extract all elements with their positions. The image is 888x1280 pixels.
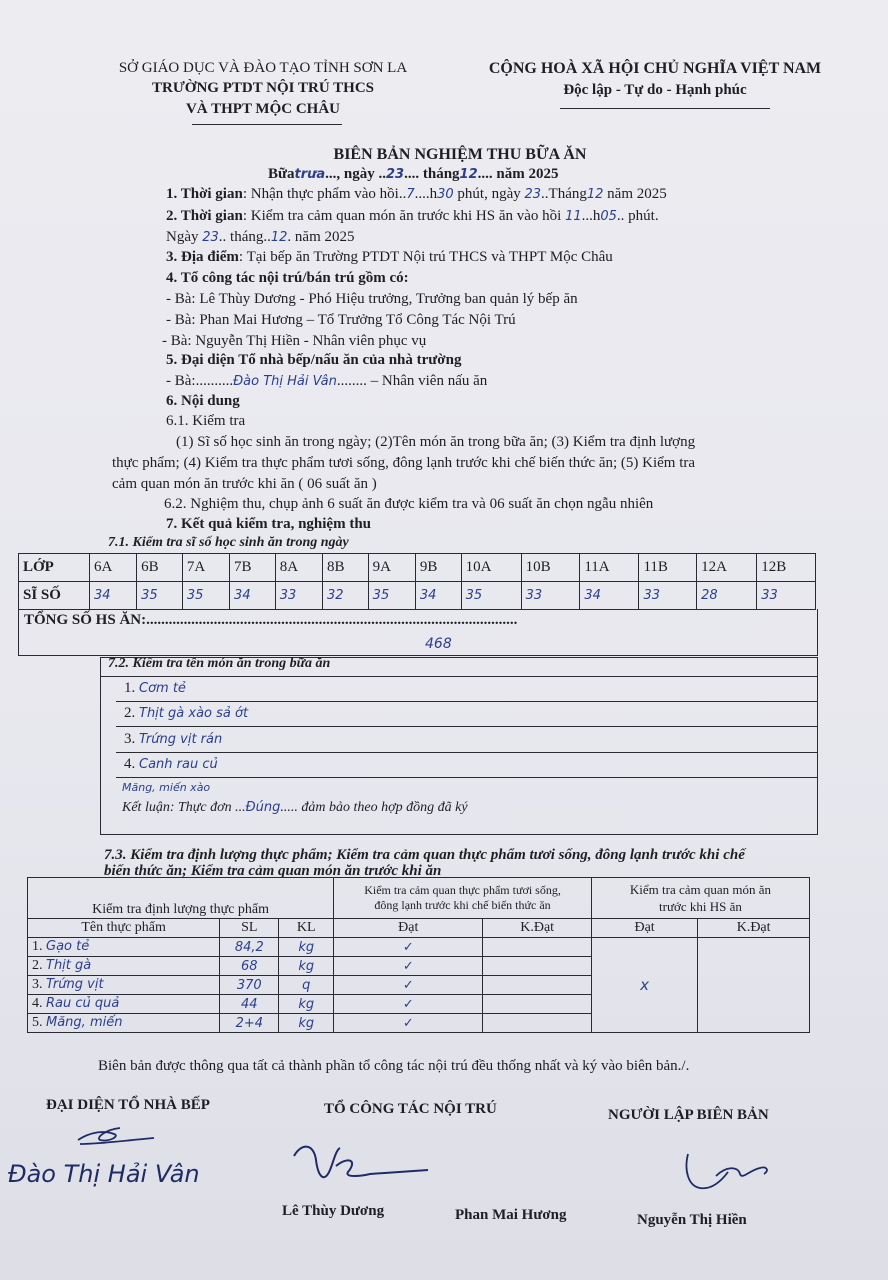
col-fail2: K.Đạt — [698, 919, 810, 938]
team-title: TỔ CÔNG TÁC NỘI TRÚ — [324, 1101, 497, 1117]
count-cell: 33 — [757, 582, 816, 610]
meal-date-line: Bữatrưa..., ngày ..23.... tháng12.... năm 2025 — [268, 166, 559, 182]
dish-line — [116, 726, 817, 727]
class-cell: 9A — [368, 554, 415, 582]
header-school-line1: TRƯỜNG PTDT NỘI TRÚ THCS — [152, 80, 374, 96]
dish-1: 1. Cơm tẻ — [124, 680, 186, 696]
header-right-underline — [560, 108, 770, 109]
col-sl: SL — [220, 919, 279, 938]
count-cell: 35 — [461, 582, 521, 610]
dishes-divider — [100, 676, 817, 677]
header-motto: Độc lập - Tự do - Hạnh phúc — [563, 82, 747, 98]
section-1: 1. Thời gian: Nhận thực phẩm vào hồi..7....h30 phút, ngày 23..Tháng12 năm 2025 — [166, 186, 667, 202]
class-cell: 11B — [639, 554, 697, 582]
writer-signature — [676, 1148, 776, 1196]
total-label: TỔNG SỐ HS ĂN:................................................................................................... — [24, 612, 518, 628]
total-value: 468 — [425, 636, 452, 652]
section-7-3-line1: 7.3. Kiểm tra định lượng thực phẩm; Kiểm tra cảm quan thực phẩm tươi sống, đông lạnh trước khi chế — [104, 847, 745, 863]
kitchen-signature — [70, 1118, 160, 1148]
food-fail — [483, 938, 591, 957]
food-name: 3. Trứng vịt — [28, 976, 220, 995]
section-6-2: 6.2. Nghiệm thu, chụp ảnh 6 suất ăn được kiểm tra và 06 suất ăn chọn ngẫu nhiên — [164, 496, 654, 512]
count-cell: 35 — [137, 582, 183, 610]
food-name: 2. Thịt gà — [28, 957, 220, 976]
col-fail: K.Đạt — [483, 919, 591, 938]
dish-4: 4. Canh rau củ — [124, 756, 218, 772]
section-7-3-line2: biến thức ăn; Kiểm tra cảm quan món ăn trước khi ăn — [104, 863, 442, 879]
count-cell: 34 — [580, 582, 639, 610]
class-cell: 6A — [90, 554, 137, 582]
class-cell: 6B — [137, 554, 183, 582]
count-cell: 33 — [639, 582, 697, 610]
count-cell: 35 — [368, 582, 415, 610]
meal-label: Bữa — [268, 166, 295, 182]
col-kl: KL — [279, 919, 334, 938]
conclusion-value: Đúng — [245, 800, 281, 815]
class-row-label: LỚP — [19, 554, 90, 582]
food-kl: q — [279, 976, 334, 995]
member-1: - Bà: Lê Thùy Dương - Phó Hiệu trưởng, Trưởng ban quản lý bếp ăn — [166, 291, 578, 307]
kitchen-rep-name: Đào Thị Hải Vân — [8, 1160, 200, 1188]
food-kl: kg — [279, 1014, 334, 1033]
food-fail — [483, 1014, 591, 1033]
food-kl: kg — [279, 938, 334, 957]
count-row — [19, 582, 816, 610]
food-pass: ✓ — [334, 938, 483, 957]
dish-3: 3. Trứng vịt rán — [124, 731, 223, 747]
section-2-date: Ngày 23.. tháng..12. năm 2025 — [166, 229, 355, 245]
page-title: BIÊN BẢN NGHIỆM THU BỮA ĂN — [333, 146, 587, 163]
count-row-label: SĨ SỐ — [19, 582, 90, 610]
food-name: 5. Măng, miến — [28, 1014, 220, 1033]
dish-line — [116, 777, 817, 778]
class-row — [19, 554, 816, 582]
team-signature — [288, 1136, 438, 1196]
section-7-2: 7.2. Kiểm tra tên món ăn trong bữa ăn — [108, 656, 331, 671]
header-meal: Kiểm tra cảm quan món ăn trước khi HS ăn — [591, 878, 809, 919]
food-kl: kg — [279, 995, 334, 1014]
cook-name: Đào Thị Hải Vân — [233, 374, 337, 389]
section-7-title: 7. Kết quả kiểm tra, nghiệm thu — [166, 516, 372, 532]
class-cell: 7B — [230, 554, 276, 582]
meal-pass-mark: x — [591, 938, 697, 1033]
food-name: 1. Gạo tẻ — [28, 938, 220, 957]
section-5-title: 5. Đại diện Tổ nhà bếp/nấu ăn của nhà trường — [166, 352, 462, 368]
food-sl: 2+4 — [220, 1014, 279, 1033]
dish-2: 2. Thịt gà xào sả ớt — [124, 705, 249, 721]
count-cell: 35 — [182, 582, 229, 610]
attendance-table — [18, 553, 816, 610]
class-cell: 8A — [275, 554, 322, 582]
dish-line — [116, 752, 817, 753]
section-2: 2. Thời gian: Kiểm tra cảm quan món ăn trước khi HS ăn vào hồi 11...h05.. phút. — [166, 208, 659, 224]
member-3: - Bà: Nguyễn Thị Hiền - Nhân viên phục vụ — [162, 333, 427, 349]
count-cell: 28 — [697, 582, 757, 610]
kitchen-rep-title: ĐẠI DIỆN TỔ NHÀ BẾP — [46, 1097, 210, 1113]
section-6-title: 6. Nội dung — [166, 393, 240, 409]
header-quantity: Kiểm tra định lượng thực phẩm — [28, 878, 334, 919]
class-cell: 10A — [461, 554, 521, 582]
food-row — [28, 938, 810, 957]
meal-fail-cell — [698, 938, 810, 1033]
section-7-1: 7.1. Kiểm tra sĩ số học sinh ăn trong ngày — [108, 535, 349, 550]
count-cell: 33 — [521, 582, 580, 610]
food-sl: 68 — [220, 957, 279, 976]
food-check-table — [27, 877, 810, 1033]
food-fail — [483, 957, 591, 976]
class-cell: 12A — [697, 554, 757, 582]
food-kl: kg — [279, 957, 334, 976]
header-fresh: Kiểm tra cảm quan thực phẩm tươi sống, đông lạnh trước khi chế biến thức ăn — [334, 878, 592, 919]
food-pass: ✓ — [334, 1014, 483, 1033]
dish-line — [116, 701, 817, 702]
count-cell: 33 — [275, 582, 322, 610]
team-name-1: Lê Thùy Dương — [282, 1203, 385, 1219]
meal-value: trưa — [294, 167, 326, 182]
class-cell: 9B — [415, 554, 461, 582]
member-2: - Bà: Phan Mai Hương – Tổ Trưởng Tổ Công Tác Nội Trú — [166, 312, 516, 328]
col-pass: Đạt — [334, 919, 483, 938]
food-pass: ✓ — [334, 976, 483, 995]
food-fail — [483, 976, 591, 995]
class-cell: 12B — [757, 554, 816, 582]
class-cell: 10B — [521, 554, 580, 582]
food-sl: 44 — [220, 995, 279, 1014]
meal-month: 12 — [459, 167, 478, 182]
food-pass: ✓ — [334, 957, 483, 976]
section-6-line3: cảm quan món ăn trước khi ăn ( 06 suất ăn ) — [112, 476, 377, 492]
food-name: 4. Rau củ quả — [28, 995, 220, 1014]
header-school-line2: VÀ THPT MỘC CHÂU — [185, 101, 341, 117]
header-republic: CỘNG HOÀ XÃ HỘI CHỦ NGHĨA VIỆT NAM — [488, 60, 822, 77]
section-4-title: 4. Tổ công tác nội trú/bán trú gồm có: — [166, 270, 409, 286]
section-6-line1: (1) Sĩ số học sinh ăn trong ngày; (2)Tên món ăn trong bữa ăn; (3) Kiểm tra định lượng — [176, 434, 696, 450]
food-sl: 84,2 — [220, 938, 279, 957]
class-cell: 11A — [580, 554, 639, 582]
food-fail — [483, 995, 591, 1014]
food-pass: ✓ — [334, 995, 483, 1014]
count-cell: 34 — [415, 582, 461, 610]
section-6-line2: thực phẩm; (4) Kiểm tra thực phẩm tươi sống, đông lạnh trước khi chế biến thức ăn; (5) Kiểm tra — [112, 455, 696, 471]
header-department: SỞ GIÁO DỤC VÀ ĐÀO TẠO TỈNH SƠN LA — [118, 60, 408, 76]
count-cell: 32 — [322, 582, 368, 610]
writer-title: NGƯỜI LẬP BIÊN BẢN — [608, 1107, 769, 1123]
col-name: Tên thực phẩm — [28, 919, 220, 938]
section-5-cook: - Bà:..........Đào Thị Hải Vân........ – Nhân viên nấu ăn — [166, 373, 488, 389]
count-cell: 34 — [230, 582, 276, 610]
dish-extra: Măng, miến xào — [122, 781, 211, 794]
meal-day: 23 — [386, 167, 405, 182]
class-cell: 8B — [322, 554, 368, 582]
menu-conclusion: Kết luận: Thực đơn ...Đúng..... đảm bảo theo hợp đồng đã ký — [122, 800, 468, 815]
section-3: 3. Địa điểm: Tại bếp ăn Trường PTDT Nội trú THCS và THPT Mộc Châu — [166, 249, 613, 265]
section-6-1: 6.1. Kiểm tra — [166, 413, 246, 429]
team-name-2: Phan Mai Hương — [455, 1207, 567, 1223]
class-cell: 7A — [182, 554, 229, 582]
count-cell: 34 — [90, 582, 137, 610]
writer-name: Nguyễn Thị Hiền — [637, 1212, 747, 1228]
closing-statement: Biên bản được thông qua tất cả thành phần tổ công tác nội trú đều thống nhất và ký vào biên bản./. — [98, 1058, 690, 1074]
header-left-underline — [192, 124, 342, 125]
col-pass2: Đạt — [591, 919, 697, 938]
food-sl: 370 — [220, 976, 279, 995]
